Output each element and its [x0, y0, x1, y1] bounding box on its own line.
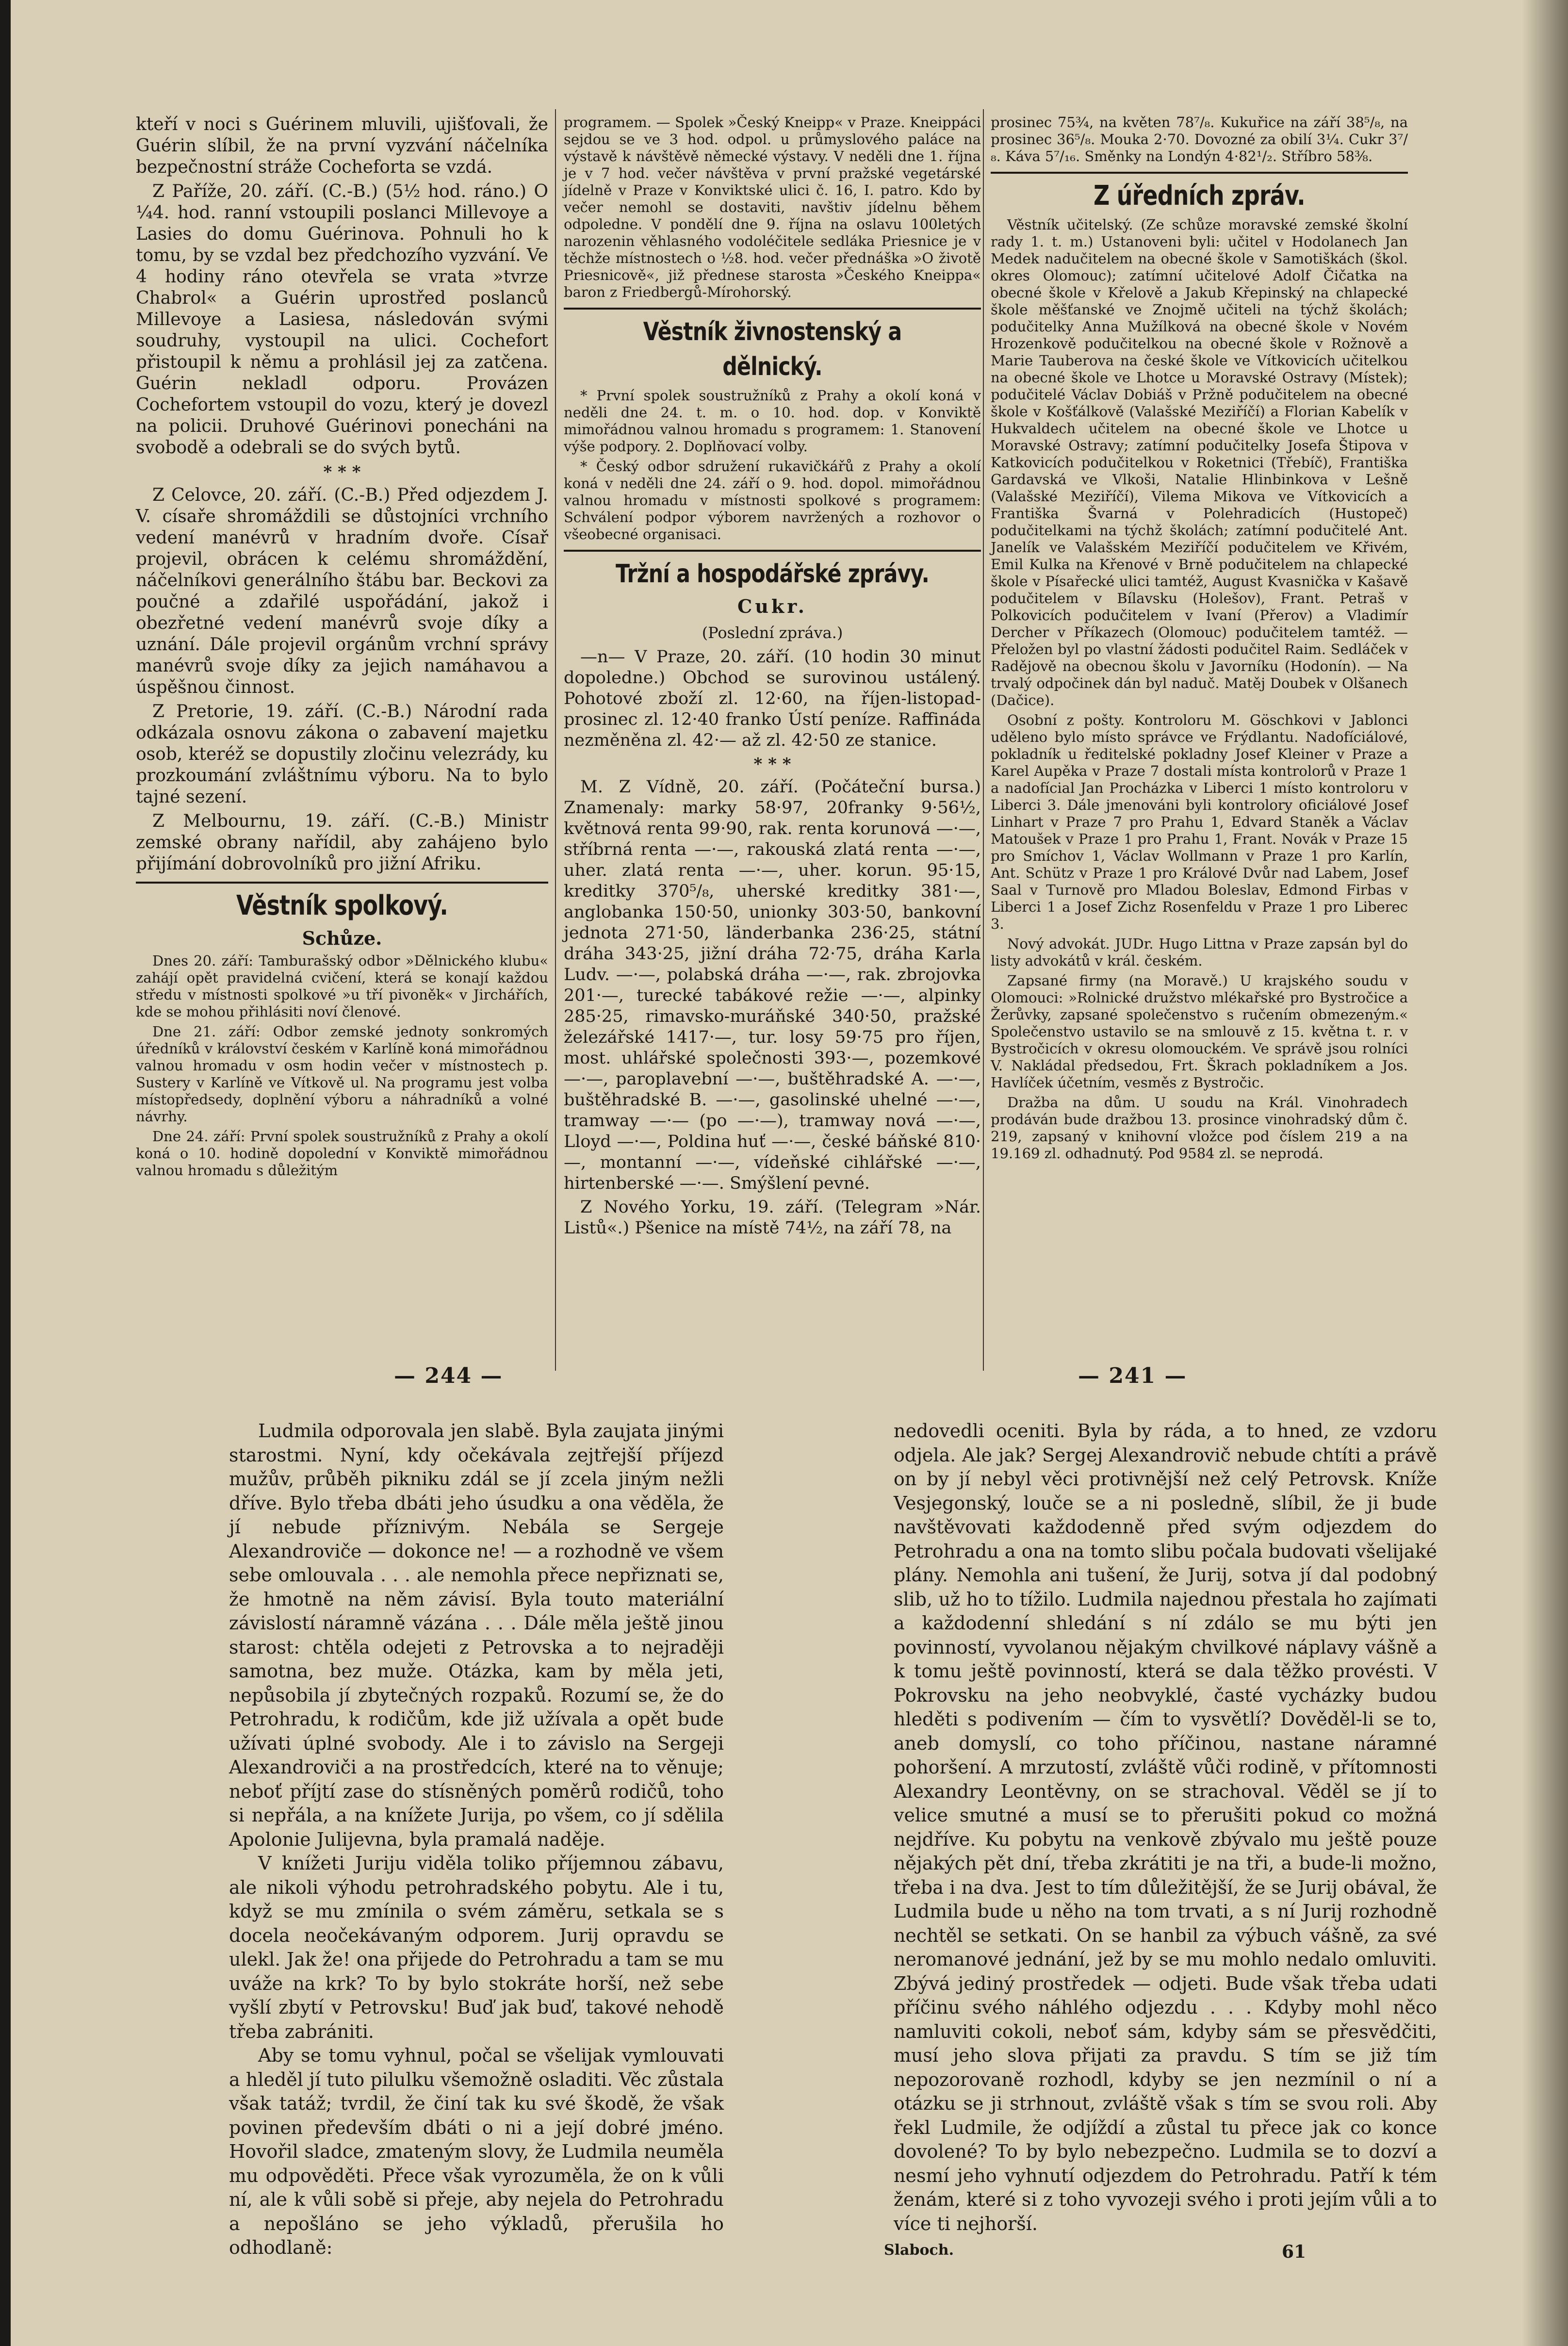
section-divider [136, 882, 548, 884]
book-page-left [229, 1419, 724, 2260]
newspaper-column-2 [564, 114, 981, 1242]
page-edge-shadow [1522, 0, 1568, 2346]
section-stars: * * * [323, 462, 361, 482]
section-title-spolkovy: Věstník spolkový. [236, 890, 448, 921]
section-title-uradnich: Z úředních zpráv. [1094, 180, 1305, 212]
news-paragraph: kteří v noci s Guérinem mluvili, ujišťovali, že Guérin slíbil, že na první vyzvání náčelníka bezpečnostní stráže Cocheforta se vzdá. [136, 115, 548, 177]
page-number-left: — 244 — [394, 1363, 503, 1388]
market-report-praha: —n— V Praze, 20. září. (10 hodin 30 minut dopoledne.) Obchod se surovinou ustálený. Pohotové zboží zl. 12·60, na říjen-listopad-prosinec zl. 12·40 franko Ústí peníze. Raffináda nezměněna zl. 42·— až zl. 42·50 ze stanice. [564, 647, 981, 750]
section-divider [991, 172, 1408, 174]
book-paragraph: V knížeti Juriju viděla toliko příjemnou zábavu, ale nikoli výhodu petrohradského pobytu. Ale i tu, když se mu zmínila o svém záměru, setkala se s docela neočekávaným odporem. Jurij opravdu se ulekl. Jak že! ona přijede do Petrohradu a tam se mu uváže na krk? To by bylo stokráte horší, než sebe vyšlí zbytí v Petrovsku! Buď jak buď, takové nehodě třeba zabrániti. [229, 1853, 724, 2042]
newspaper-column-1 [136, 114, 548, 1182]
section-title-zivnostensky: Věstník živnostenský a dělnický. [643, 317, 902, 381]
news-paragraph-melbourne: Z Melbournu, 19. září. (C.-B.) Ministr zemské obrany nařídil, aby zahájeno bylo přijímání dobrovolníků pro jižní Afriku. [136, 811, 548, 874]
meeting-notice: Dne 24. září: První spolek soustružníků z Prahy a okolí koná o 10. hodině dopolední v Konviktě mimořádnou valnou hromadu s důležitým [136, 1128, 548, 1179]
scanned-page [11, 0, 1568, 2346]
meeting-notice: Dne 21. září: Odbor zemské jednoty sonkromých úředníků v království českém v Karlíně koná mimořádnou valnou hromadu v osm hodin večer v místnostech p. Sustery v Karlíně ve Vítkově ul. Na programu jest volba místopředsedy, doplnění výboru a náhradníků a volné návrhy. [136, 1023, 548, 1125]
official-notice-advocate: Nový advokát. JUDr. Hugo Littna v Praze zapsán byl do listy advokátů v král. českém. [991, 935, 1408, 969]
section-title-trzni: Tržní a hospodářské zprávy. [615, 559, 930, 589]
column-rule [983, 109, 984, 1371]
trade-notice: * První spolek soustružníků z Prahy a okolí koná v neděli dne 24. t. m. o 10. hod. dop. v Konviktě mimořádnou valnou hromadu s programem: 1. Stanovení výše podpory. 2. Doplňovací volby. [564, 387, 981, 455]
subheading-posledni: (Poslední zpráva.) [702, 623, 843, 642]
page-number-right: — 241 — [1078, 1363, 1187, 1388]
news-paragraph-pretoria: Z Pretorie, 19. září. (C.-B.) Národní rada odkázala osnovu zákona o zabavení majetku osob, kteréž se dopustily zločinu velezrády, ku prozkoumání zvláštnímu výboru. Na to bylo tajné sezení. [136, 702, 548, 807]
market-report-continued: prosinec 75¾, na květen 78⁷/₈. Kukuřice na září 38⁵/₈, na prosinec 36⁵/₈. Mouka 2·70. Dovozné za obilí 3¼. Cukr 3⁷/₈. Káva 5⁷/₁₆. Směnky na Londýn 4·82¹/₂. Stříbro 58⅜. [991, 114, 1408, 164]
section-stars: * * * [753, 755, 791, 774]
official-notice-firms: Zapsané firmy (na Moravě.) U krajského soudu v Olomouci: »Rolnické družstvo mlékařské pro Bystročice a Žerůvky, zapsané společenstvo s ručením obmezeným.« Společenstvo ustavilo se na smlouvě z 15. května t. r. v Bystročicích v okresu olomouckém. Ve správě jsou rolníci V. Nakládal předsedou, Frt. Škrach pokladníkem a Jos. Havlíček účetním, vesměs z Bystročic. [991, 972, 1408, 1091]
section-divider [564, 550, 981, 552]
market-report-viden: M. Z Vídně, 20. září. (Počáteční bursa.) Znamenaly: marky 58·97, 20franky 9·56½, květnová renta 99·90, rak. renta korunová —·—, stříbrná renta —·—, rakouská zlatá renta —·—, uher. zlatá renta —·—, uher. korun. 95·15, kreditky 370⁵/₈, uherské kreditky 381·—, anglobanka 150·50, unionky 303·50, bankovní jednota 271·50, länderbanka 236·25, státní dráha 343·25, jižní dráha 72·75, dráha Karla Ludv. —·—, polabská dráha —·—, rak. zbrojovka 201·—, turecké tabákové režie —·—, alpinky 285·25, rimavsko-muráňské 340·50, pražské železářské 1417·—, tur. losy 59·75 pro říjen, most. uhlářské společnosti 393·—, pozemkové —·—, paroplavební —·—, buštěhradské A. —·—, buštěhradské B. —·—, gasolinské uhelné —·—, tramway —·— (po —·—), tramway nová —·—, Lloyd —·—, Poldina huť —·—, české báňské 810·—, montanní —·—, vídeňské cihlářské —·—, hirtenberské —·—. Smýšlení pevné. [564, 777, 981, 1193]
market-report-newyork: Z Nového Yorku, 19. září. (Telegram »Nár. Listů«.) Pšenice na místě 74½, na září 78, na [564, 1198, 981, 1238]
footer-sheet-number: 61 [1282, 2242, 1307, 2262]
news-paragraph-celovec: Z Celovce, 20. září. (C.-B.) Před odjezdem J. V. císaře shromáždili se důstojníci vrchního vedení manévrů v hradním dvoře. Císař projevil, obrácen k celému shromáždění, náčelníkovi generálního štábu bar. Beckovi za poučné a zdařilé uspořádání, jakož i obezřetné vedení manévrů svoje díky a uznání. Dále projevil orgánům vrchní správy manévrů svoje díky za jejich namáhavou a úspěšnou činnost. [136, 485, 548, 697]
official-notice-teachers: Věstník učitelský. (Ze schůze moravské zemské školní rady 1. t. m.) Ustanoveni byli: učitel v Hodolanech Jan Medek nadučitelem na obecné škole v Samotiškách (škol. okres Olomouc); zatímní učitelové Adolf Čičatka na obecné škole v Křelově a Jakub Křepinský na chlapecké škole měšťanské ve Znojmě učiteli na týchž školách; podučitelky Anna Mužílková na obecné škole v Novém Hrozenkově podučitelkou na obecné škole v Rožnově a Marie Tauberova na české škole ve Vítkovicích učitelkou na obecné škole ve Lhotce u Moravské Ostravy (Místek); podučitelé Václav Dobiáš v Pržně podučitelem na obecné škole v Košťálkově (Valašské Meziříčí) a Florian Kabelík v Hukvaldech učitelem na obecné škole ve Lhotce u Moravské Ostravy; zatímní podučitelky Josefa Štipova v Katkovicích podučitelkou v Roketnici (Třebíč), Františka Gardavská ve Vlkoši, Natalie Hlinbinkova v Lešně (Valašské Meziříčí), Vilema Mikova ve Vítkovicích a Františka Švarná v Polehradicích (Hustopeč) podučitelkami na týchž školách; zatímní podučitelé Ant. Janelík ve Valašském Meziříčí podučitelem ve Křivém, Emil Kulka na Křenové v Brně podučitelem na chlapecké škole v Písařecké ulici tamtéž, August Kvasnička v Kašavě podučitelem v Bílavsku (Holešov), Frant. Petraš v Polkovicích podučitelem v Ivaní (Přerov) a Vladimír Dercher v Příkazech (Olomouc) podučitelem tamtéž. — Přeložen byl po vlastní žádosti podučitel Raim. Sedláček v Radějově na obecnou školu v Javorníku (Hodonín). — Na trvalý odpočinek dán byl naduč. Matěj Doubek v Olšanech (Dačice). [991, 216, 1408, 708]
book-page-right [894, 1419, 1437, 2236]
column-rule [555, 109, 556, 1371]
book-spine [0, 0, 11, 2346]
official-notice-auction: Dražba na dům. U soudu na Král. Vinohradech prodáván bude dražbou 13. prosince vinohradský dům č. 219, zapsaný v knihovní vložce pod číslem 219 a na 19.169 zl. odhadnutý. Pod 9584 zl. se neprodá. [991, 1094, 1408, 1162]
footer-signature: Slaboch. [884, 2242, 954, 2259]
subheading-schuze: Schůze. [302, 927, 382, 949]
news-paragraph-paris: Z Paříže, 20. září. (C.-B.) (5½ hod. ráno.) O ¼4. hod. ranní vstoupili poslanci Millevoye a Lasies do domu Guérinova. Pohnuli ho k tomu, by se vzdal bez předchozího vyzvání. Ve 4 hodiny ráno otevřela se vrata »tvrze Chabrol« a Guérin uprostřed poslanců Millevoye a Lasiesa, následován svými soudruhy, vystoupil na ulici. Cochefort přistoupil k němu a prohlásil jej za zatčena. Guérin nekladl odporu. Provázen Cochefortem vstoupil do vozu, který je dovezl na policii. Druhové Guérinovi ponecháni na svobodě a odebrali se do svých bytů. [136, 181, 548, 458]
book-paragraph: Aby se tomu vyhnul, počal se všelijak vymlouvati a hleděl jí tuto pilulku všemožně osladiti. Věc zůstala však tatáž; tvrdil, že činí tak ku své škodě, že však povinen především dbáti o ni a její dobré jméno. Hovořil sladce, zmateným slovy, že Ludmila neuměla mu odpověděti. Přece však vyrozuměla, že on k vůli ní, ale k vůli sobě si přeje, aby nejela do Petrohradu a nepošláno se jeho výkladů, přerušila ho odhodlaně: [229, 2045, 724, 2258]
section-divider [564, 308, 981, 310]
official-notice-post: Osobní z pošty. Kontroloru M. Göschkovi v Jablonci uděleno bylo místo správce ve Frýdlantu. Nadofíciálové, pokladník u ředitelské pokladny Josef Kleiner v Praze a Karel Aupěka v Praze 7 dostali místa kontrolorů v Praze 1 a nadofícial Jan Procházka v Liberci 1 místo kontroloru v Liberci 3. Dále jmenováni byli kontrolory oficiálové Josef Linhart v Praze 7 pro Prahu 1, Edvard Staněk a Václav Matoušek v Praze 1 pro Prahu 1, Frant. Novák v Praze 15 pro Smíchov 1, Václav Wollmann v Praze 1 pro Karlín, Ant. Schütz v Praze 1 pro Králové Dvůr nad Labem, Josef Saal v Turnově pro Mladou Boleslav, Edmond Firbas v Liberci 1 a Josef Zichz Rosenfeldu v Praze 1 pro Liberec 3. [991, 712, 1408, 932]
news-paragraph-kneipp: programem. — Spolek »Český Kneipp« v Praze. Kneippáci sejdou se ve 3 hod. odpol. u průmyslového paláce na výstavě k návštěvě německé výstavy. V neděli dne 1. října je v 7 hod. večer návštěva v první pražské vegetárské jídelně v Praze v Konviktské ulici č. 16, I. patro. Kdo by večer nemohl se dostaviti, navštiv jídelnu během odpoledne. V pondělí dne 9. října na oslavu 100letých narozenin věhlasného vodoléčitele sedláka Priesnice je v těchže místnostech o ½8. hod. večer přednáška »O životě Priesnicově«, již přednese starosta »Českého Kneippa« baron z Friedbergů-Mírohorský. [564, 114, 981, 300]
newspaper-column-3 [991, 114, 1408, 1165]
subheading-cukr: Cukr. [737, 595, 807, 617]
book-paragraph: Ludmila odporovala jen slabě. Byla zaujata jinými starostmi. Nyní, kdy očekávala zejtřejší příjezd mužův, průběh pikniku zdál se jí zcela jiným nežli dříve. Bylo třeba dbáti jeho úsudku a ona věděla, že jí nebude příznivým. Nebála se Sergeje Alexandroviče — dokonce ne! — a rozhodně ve všem sebe omlouvala . . . ale nemohla přece nepřiznati se, že hmotně na něm závisí. Byla touto materiální závislostí náramně vázána . . . Dále měla ještě jinou starost: chtěla odejeti z Petrovska a to nejraději samotna, bez muže. Otázka, kam by měla jeti, nepůsobila jí zbytečných rozpaků. Rozumí se, že do Petrohradu, k rodičům, kde již užívala a opět bude užívati úplné svobody. Ale i to závislo na Sergeji Alexandroviči a na prostředcích, které na to věnuje; neboť příjtí zase do stísněných poměrů rodičů, toho si nepřála, a na knížete Jurija, po všem, co jí sdělila Apolonie Julijevna, byla pramalá naděje. [229, 1420, 724, 1850]
meeting-notice: Dnes 20. září: Tamburašský odbor »Dělnického klubu« zahájí opět pravidelná cvičení, která se konají každou středu v místnosti spolkové »u tří pivoněk« v Jirchářích, kde se mohou přihlásiti noví členové. [136, 952, 548, 1020]
book-paragraph: nedovedli oceniti. Byla by ráda, a to hned, ze vzdoru odjela. Ale jak? Sergej Alexandrovič nebude chtíti a právě on by jí nebyl věci protivnější než celý Petrovsk. Kníže Vesjegonský, louče se a ni posledně, slíbil, že ji bude navštěvovati každodenně před svým odjezdem do Petrohradu a ona na tomto slibu počala budovati všelijaké plány. Nemohla ani tušení, že Jurij, sotva jí dal podobný slib, už ho to tížilo. Ludmila najednou přestala ho zajímati a každodenní shledání s ní zdálo se mu býti jen povinností, vyvolanou nějakým chvilkové náplavy vášně a k tomu ještě povinností, která se dala těžko provésti. V Pokrovsku na jeho neobvyklé, časté vycházky budou hleděti s podivením — čím to vysvětlí? Dověděl-li se to, aneb domyslí, co toho příčinou, nastane náramné pohoršení. A mrzutostí, zvláště vůči rodině, v přítomnosti Alexandry Leontěvny, on se strachoval. Věděl se jí to velice smutné a musí se to přerušiti pokud co možná nejdříve. Ku pobytu na venkově zbývalo mu ještě pouze nějakých pět dní, třeba zkrátiti je na tři, a bude-li možno, třeba i na dva. Jest to tím důležitější, že se Jurij obával, že Ludmila bude u něho na tom trvati, a s ní Jurij rozhodně nechtěl se setkati. On se hanbil za výbuch vášně, za své neromanové jednání, jež by se mu mohlo nedalo omluviti. Zbývá jediný prostředek — odjeti. Bude však třeba udati příčinu svého náhlého odjezdu . . . Kdyby mohl něco namluviti cokoli, neboť sám, kdyby sám se přesvědčiti, musí jeho slova přijati za pravdu. S tím se již tím nepozorovaně rozhodl, kdyby se jen nezmínil o ní a otázku se ji strhnout, zvláště však s tím se svou roli. Aby řekl Ludmile, že odjíždí a zůstal tu přece jak co konce dovolené? To by bylo nebezpečno. Ludmila se to dozví a nesmí jeho vyhnutí odjezdem do Petrohradu. Patří k tém ženám, které si z toho vyvozeji svého i proti jejím vůli a to více ti nejhorší. [894, 1420, 1437, 2234]
trade-notice: * Český odbor sdružení rukavičkářů z Prahy a okolí koná v neděli dne 24. září o 9. hod. dopol. mimořádnou valnou hromadu v místnosti spolkové s programem: Schválení podpor výborem navržených a rozhovor o všeobecné organisaci. [564, 458, 981, 542]
